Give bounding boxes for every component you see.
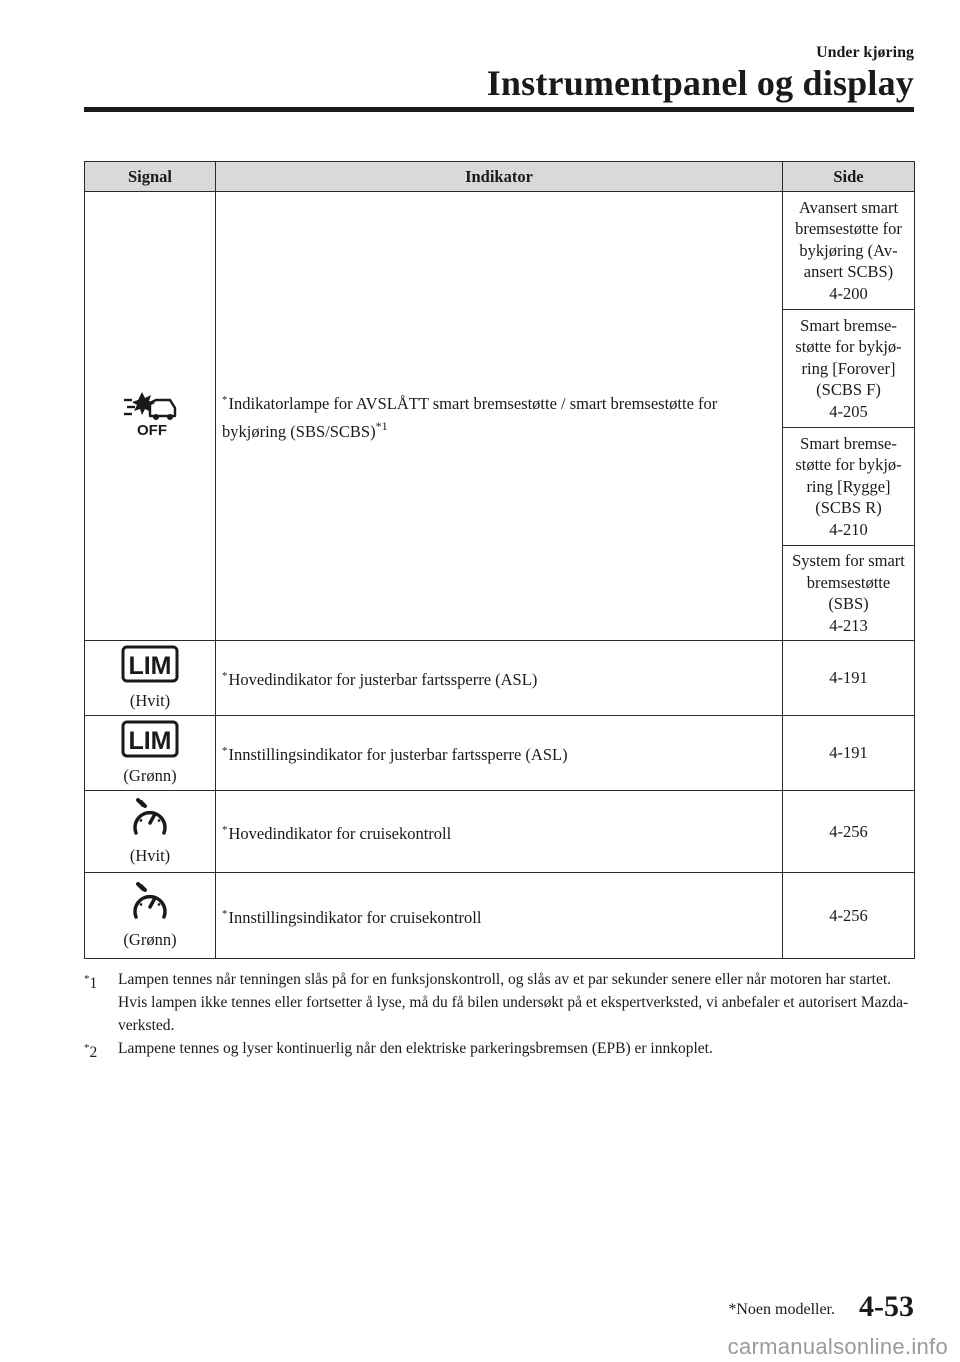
table-row (85, 192, 915, 310)
column-header-signal: Signal (85, 162, 216, 192)
icon-caption: (Hvit) (129, 691, 171, 710)
header-divider (84, 107, 914, 112)
table-row (85, 716, 915, 791)
indicator-cell: *Hovedindikator for justerbar fartssperre (ASL) (216, 641, 783, 716)
indicator-cell: *Hovedindikator for cruisekontroll (216, 791, 783, 873)
footnote-2 (84, 1037, 920, 1060)
side-cell: Avansert smart bremsestøtte for bykjøring (Av- ansert SCBS) 4-200 (783, 192, 915, 310)
models-note: *Noen modeller. (728, 1301, 835, 1318)
footnote-marker: *1 (84, 973, 98, 992)
signal-cell (85, 716, 216, 791)
icon-caption: (Hvit) (129, 845, 171, 865)
page-number: 4-53 (859, 1290, 914, 1323)
cruise-control-icon (128, 907, 172, 926)
cruise-control-icon (128, 823, 172, 842)
side-cell: 4-256 (783, 873, 915, 959)
side-cell: 4-191 (783, 641, 915, 716)
side-cell: Smart bremse- støtte for bykjø- ring [Forover] (SCBS F) 4-205 (783, 310, 915, 428)
signal-cell (85, 791, 216, 873)
table-row (85, 791, 915, 873)
icon-caption: (Grønn) (123, 929, 177, 949)
footnote-text: Lampene tennes og lyser kontinuerlig når den elektriske parkeringsbremsen (EPB) er innkoplet. (118, 1040, 713, 1057)
side-cell: 4-256 (783, 791, 915, 873)
table-header-row (85, 162, 915, 192)
indicator-cell: *Indikatorlampe for AVSLÅTT smart bremsestøtte / smart bremsestøtte for bykjøring (SBS/SCBS)$^{*1}$ (216, 192, 783, 641)
footnote-text: Lampen tennes når tenningen slås på for en funksjonskontroll, og slås av et par sekunder senere eller når motoren har startet. Hvis lampen ikke tennes eller fortsetter å lyse, må du få bilen undersøkt på et ekspertverksted, vi anbefaler et autorisert Mazda-verksted. (118, 971, 909, 1034)
signal-cell (85, 641, 216, 716)
footnote-ref: *1 (375, 419, 388, 433)
column-header-side: Side (783, 162, 915, 192)
icon-caption: (Grønn) (123, 766, 177, 785)
watermark: carmanualsonline.info (727, 1334, 948, 1359)
svg-text:LIM: LIM (128, 652, 172, 680)
footnote-1 (84, 968, 920, 1037)
page-title: Instrumentpanel og display (486, 63, 914, 103)
signal-cell (85, 192, 216, 641)
table-row (85, 873, 915, 959)
indicator-text: Innstillingsindikator for justerbar fartssperre (ASL) (228, 745, 568, 764)
footnotes (84, 968, 920, 1060)
indicator-cell: *Innstillingsindikator for justerbar fartssperre (ASL) (216, 716, 783, 791)
indicator-text: Hovedindikator for cruisekontroll (228, 823, 452, 843)
side-cell: 4-191 (783, 716, 915, 791)
sbs-off-icon (122, 422, 178, 441)
indicator-cell: *Innstillingsindikator for cruisekontroll (216, 873, 783, 959)
side-cell: Smart bremse- støtte for bykjø- ring [Rygge] (SCBS R) 4-210 (783, 428, 915, 546)
table-row (85, 641, 915, 716)
indicator-text: Indikatorlampe for AVSLÅTT smart bremsestøtte / smart bremsestøtte for bykjøring (SBS/SCBS) (222, 394, 718, 441)
column-header-indikator: Indikator (216, 162, 783, 192)
lim-icon (121, 727, 179, 762)
sbs-off-label: OFF (137, 421, 167, 437)
indicator-table (84, 161, 915, 959)
section-heading: Under kjøring (816, 44, 914, 61)
signal-cell (85, 873, 216, 959)
indicator-text: Hovedindikator for justerbar fartssperre (ASL) (228, 670, 538, 689)
footnote-marker: *2 (84, 1042, 98, 1061)
svg-text:LIM: LIM (128, 727, 172, 755)
indicator-text: Innstillingsindikator for cruisekontroll (228, 907, 482, 927)
lim-icon (121, 652, 179, 687)
side-cell: System for smart bremsestøtte (SBS) 4-213 (783, 546, 915, 641)
